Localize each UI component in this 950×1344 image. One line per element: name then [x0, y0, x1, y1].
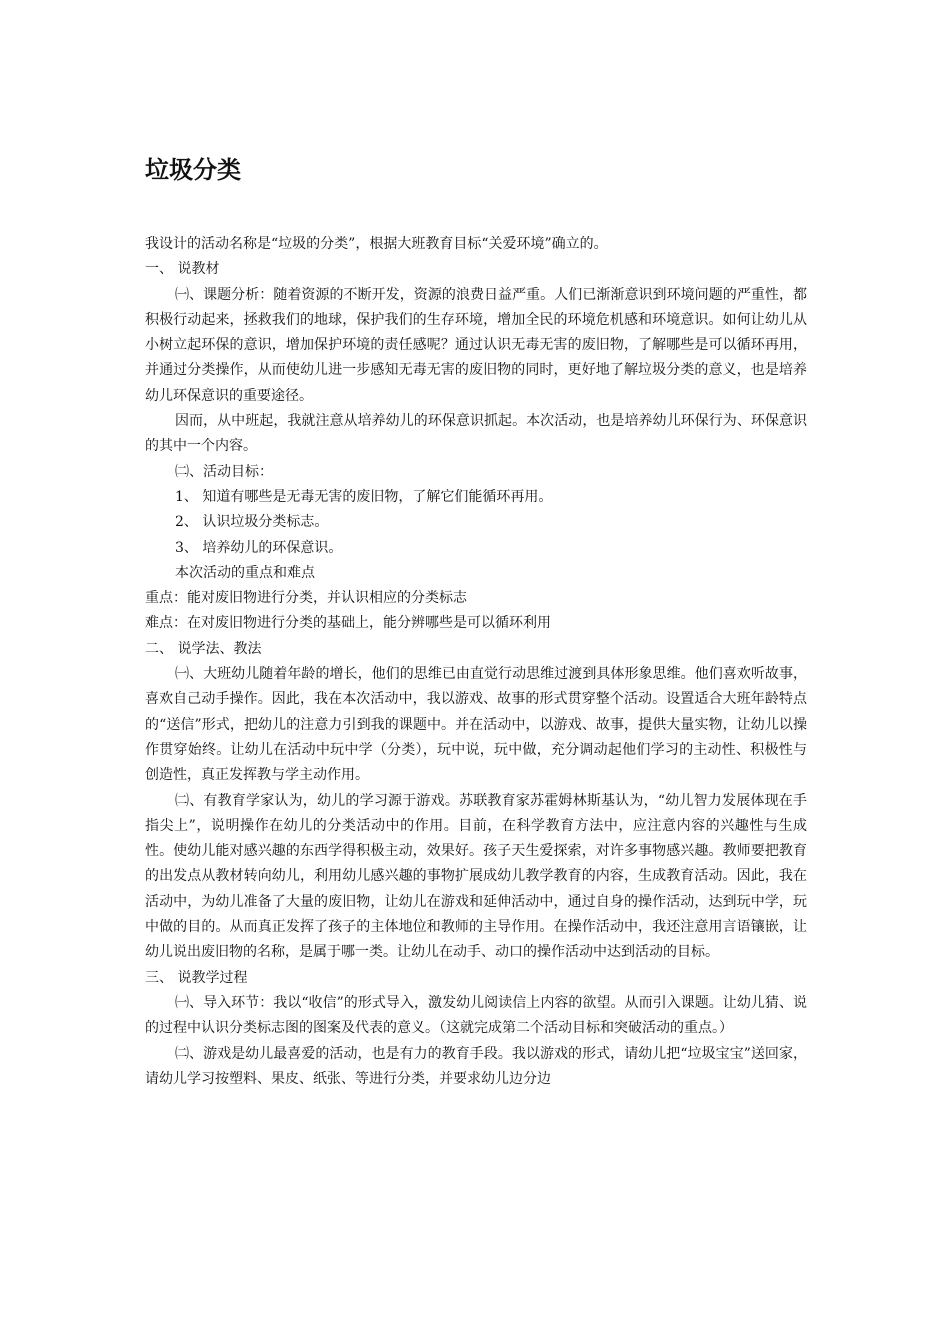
- paragraph: 我设计的活动名称是“垃圾的分类”，根据大班教育目标“关爱环境”确立的。: [145, 236, 608, 252]
- paragraph: ㈠、导入环节：我以“收信”的形式导入，激发幼儿阅读信上内容的欲望。从而引入课题。让幼儿猜、说的过程中认识分类标志图的图案及代表的意义。（这就完成第二个活动目标和突破活动的重点。）: [145, 994, 807, 1037]
- paragraph: ㈠、大班幼儿随着年龄的增长，他们的思维已由直觉行动思维过渡到具体形象思维。他们喜欢听故事，喜欢自己动手操作。因此，我在本次活动中，我以游戏、故事的形式贯穿整个活动。设置适合大班年龄特点的“送信”形式，把幼儿的注意力引到我的课题中。并在活动中，以游戏、故事，提供大量实物，让幼儿以操作贯穿始终。让幼儿在活动中玩中学（分类），玩中说，玩中做，充分调动起他们学习的主动性、积极性与创造性，真正发挥教与学主动作用。: [145, 666, 807, 784]
- paragraph: ㈠、课题分析：随着资源的不断开发，资源的浪费日益严重。人们已渐渐意识到环境问题的严重性，都积极行动起来，拯救我们的地球，保护我们的生存环境，增加全民的环境危机感和环境意识。如何让幼儿从小树立起环保的意识，增加保护环境的责任感呢？通过认识无毒无害的废旧物，了解哪些是可以循环再用，并通过分类操作，从而使幼儿进一步感知无毒无害的废旧物的同时，更好地了解垃圾分类的意义，也是培养幼儿环保意识的重要途径。: [145, 286, 807, 404]
- paragraph: 三、 说教学过程: [145, 969, 248, 986]
- paragraph: 一、 说教材: [145, 261, 220, 278]
- paragraph: 重点：能对废旧物进行分类，并认识相应的分类标志: [145, 590, 467, 607]
- document-body: [145, 232, 807, 1092]
- list-item: 3、 培养幼儿的环保意识。: [175, 539, 343, 556]
- paragraph: 难点：在对废旧物进行分类的基础上，能分辨哪些是可以循环利用: [145, 615, 551, 632]
- paragraph: 因而，从中班起，我就注意从培养幼儿的环保意识抓起。本次活动，也是培养幼儿环保行为、环保意识的其中一个内容。: [145, 413, 807, 455]
- paragraph: 本次活动的重点和难点: [175, 564, 315, 581]
- list-item: 2、 认识垃圾分类标志。: [175, 514, 329, 531]
- paragraph: ㈡、游戏是幼儿最喜爱的活动，也是有力的教育手段。我以游戏的形式，请幼儿把“垃圾宝宝”送回家，请幼儿学习按塑料、果皮、纸张、等进行分类，并要求幼儿边分边: [145, 1045, 807, 1087]
- paragraph: ㈡、活动目标：: [175, 463, 273, 480]
- paragraph: ㈡、有教育学家认为，幼儿的学习源于游戏。苏联教育家苏霍姆林斯基认为，“幼儿智力发展体现在手指尖上”，说明操作在幼儿的分类活动中的作用。目前，在科学教育方法中，应注意内容的兴趣性与生成性。使幼儿能对感兴趣的东西学得积极主动，效果好。孩子天生爱探索，对许多事物感兴趣。教师要把教育的出发点从教材转向幼儿，利用幼儿感兴趣的事物扩展成幼儿教学教育的内容，生成教育活动。因此，我在活动中，为幼儿准备了大量的废旧物，让幼儿在游戏和延伸活动中，通过自身的操作活动，达到玩中学，玩中做的目的。从而真正发挥了孩子的主体地位和教师的主导作用。在操作活动中，我还注意用言语镶嵌，让幼儿说出废旧物的名称，是属于哪一类。让幼儿在动手、动口的操作活动中达到活动的目标。: [145, 792, 807, 961]
- document-title: 垃圾分类: [145, 156, 241, 184]
- paragraph: 二、 说学法、教法: [145, 640, 262, 657]
- list-item: 1、 知道有哪些是无毒无害的废旧物，了解它们能循环再用。: [175, 488, 553, 505]
